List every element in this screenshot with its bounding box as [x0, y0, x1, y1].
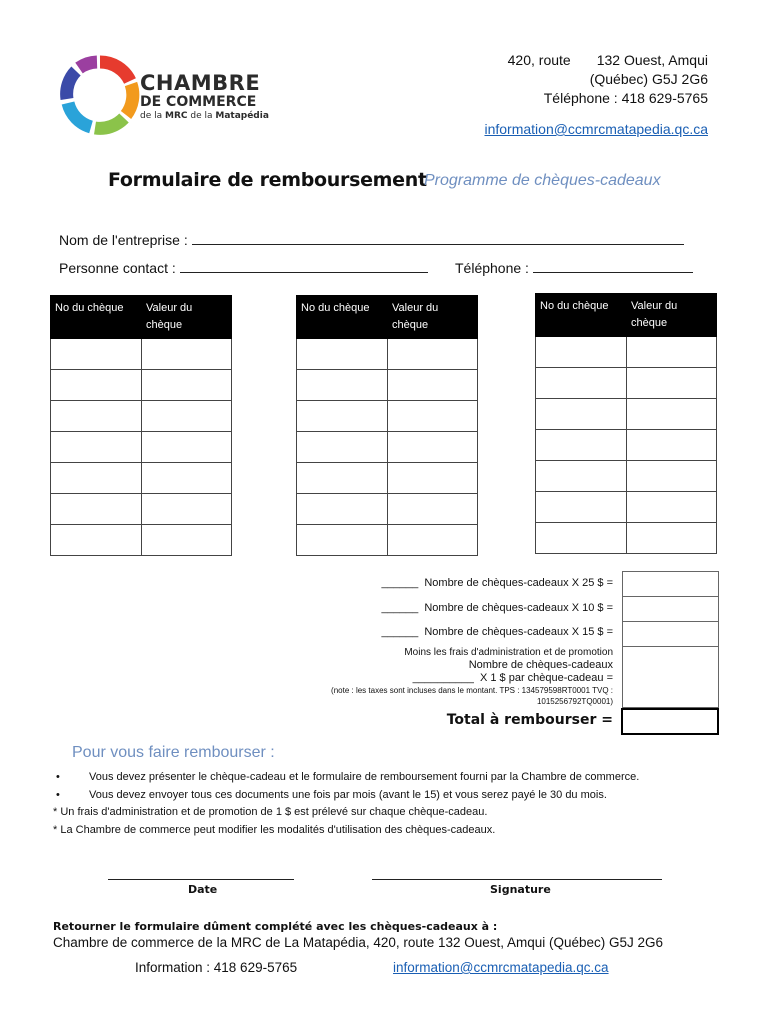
cheque-value-cell[interactable] [142, 339, 232, 370]
footer-email-link[interactable]: information@ccmrcmatapedia.qc.ca [393, 960, 609, 975]
instruction-text-2: Vous devez envoyer tous ces documents une fois par mois (avant le 15) et vous serez payé le 30 du mois. [89, 789, 607, 801]
date-line[interactable] [108, 879, 294, 880]
logo-line3b: MRC [165, 111, 188, 121]
address-line2: (Québec) G5J 2G6 [589, 71, 708, 87]
cheque-value-cell[interactable] [388, 401, 478, 432]
cheque-value-cell[interactable] [388, 525, 478, 556]
table-row [536, 337, 717, 368]
cheque-value-cell[interactable] [388, 370, 478, 401]
logo-line3a: de la [140, 111, 165, 121]
cheque-value-cell[interactable] [627, 523, 717, 554]
tax-note-line1: (note : les taxes sont incluses dans le montant. TPS : 134579598RT0001 TVQ : [331, 686, 613, 695]
cheque-value-cell[interactable] [388, 494, 478, 525]
cheque-value-cell[interactable] [142, 370, 232, 401]
phone-field[interactable] [455, 258, 693, 276]
cheque-value-cell[interactable] [627, 337, 717, 368]
cheque-table-3 [535, 293, 717, 554]
cheque-number-cell[interactable] [297, 432, 388, 463]
summary-box-25[interactable] [622, 571, 719, 597]
address-line1b: 132 Ouest, Amqui [596, 52, 708, 68]
cheque-number-cell[interactable] [536, 368, 627, 399]
cheque-number-cell[interactable] [297, 525, 388, 556]
cheque-number-cell[interactable] [536, 430, 627, 461]
cheque-number-cell[interactable] [297, 494, 388, 525]
table-header-value: Valeur du chèque [627, 294, 717, 337]
address-block [484, 51, 708, 139]
table-row [297, 463, 478, 494]
cheque-number-cell[interactable] [536, 492, 627, 523]
signature-label: Signature [490, 883, 551, 896]
address-email-link[interactable]: information@ccmrcmatapedia.qc.ca [484, 121, 708, 137]
table-row [51, 463, 232, 494]
cheque-value-cell[interactable] [627, 399, 717, 430]
signature-line[interactable] [372, 879, 662, 880]
table-row [297, 339, 478, 370]
instructions-heading: Pour vous faire rembourser : [72, 744, 275, 761]
instruction-bullet-2 [56, 789, 60, 801]
cheque-value-cell[interactable] [142, 525, 232, 556]
company-field[interactable] [59, 230, 684, 248]
cheque-value-cell[interactable] [627, 461, 717, 492]
table-row [536, 461, 717, 492]
logo-ring-icon [60, 55, 140, 135]
summary-blank-25[interactable]: ______ [381, 577, 419, 589]
table-row [536, 430, 717, 461]
cheque-value-cell[interactable] [142, 463, 232, 494]
return-instruction: Retourner le formulaire dûment complété avec les chèques-cadeaux à : [53, 920, 498, 933]
table-row [51, 525, 232, 556]
fees-blank[interactable]: __________ [412, 672, 474, 684]
summary-blank-10[interactable]: ______ [381, 602, 419, 614]
cheque-number-cell[interactable] [51, 370, 142, 401]
summary-label-25: Nombre de chèques-cadeaux X 25 $ = [424, 577, 613, 589]
table-row [51, 432, 232, 463]
logo-line3c: de la [187, 111, 216, 121]
cheque-value-cell[interactable] [388, 339, 478, 370]
total-label: Total à rembourser = [446, 712, 613, 728]
table-header-value: Valeur du chèque [388, 296, 478, 339]
logo-line3d: Matapédia [215, 111, 269, 121]
cheque-table-1 [50, 295, 232, 556]
total-box[interactable] [621, 708, 719, 735]
cheque-value-cell[interactable] [388, 432, 478, 463]
form-subtitle: Programme de chèques-cadeaux [424, 172, 661, 189]
cheque-table-2 [296, 295, 478, 556]
contact-field[interactable] [59, 258, 428, 276]
company-input-line[interactable] [192, 230, 684, 245]
cheque-number-cell[interactable] [51, 463, 142, 494]
cheque-value-cell[interactable] [142, 494, 232, 525]
cheque-number-cell[interactable] [297, 370, 388, 401]
table-row [536, 399, 717, 430]
summary-label-10: Nombre de chèques-cadeaux X 10 $ = [424, 602, 613, 614]
tax-note-line2: 1015256792TQ0001) [536, 697, 613, 706]
fees-box[interactable] [622, 646, 719, 708]
table-row [51, 370, 232, 401]
cheque-number-cell[interactable] [536, 523, 627, 554]
fees-line2: Nombre de chèques-cadeaux [468, 659, 613, 671]
table-row [51, 401, 232, 432]
fees-line1: Moins les frais d'administration et de promotion [404, 647, 613, 658]
table-row [297, 525, 478, 556]
logo-line1: CHAMBRE [140, 71, 261, 95]
footer-address: Chambre de commerce de la MRC de La Matapédia, 420, route 132 Ouest, Amqui (Québec) G5J 2G6 [53, 935, 664, 950]
summary-row-10 [382, 602, 614, 614]
table-row [297, 370, 478, 401]
summary-box-10[interactable] [622, 596, 719, 622]
instruction-note-2: * La Chambre de commerce peut modifier les modalités d'utilisation des chèques-cadeaux. [53, 824, 496, 836]
cheque-number-cell[interactable] [51, 494, 142, 525]
cheque-value-cell[interactable] [388, 463, 478, 494]
table-header-value: Valeur du chèque [142, 296, 232, 339]
cheque-number-cell[interactable] [51, 339, 142, 370]
logo [60, 55, 270, 135]
cheque-number-cell[interactable] [536, 337, 627, 368]
cheque-number-cell[interactable] [51, 432, 142, 463]
instruction-text-1: Vous devez présenter le chèque-cadeau et le formulaire de remboursement fourni par la Chambre de commerce. [89, 771, 640, 783]
footer-info: Information : 418 629-5765 [135, 960, 298, 975]
cheque-value-cell[interactable] [142, 432, 232, 463]
cheque-number-cell[interactable] [51, 401, 142, 432]
table-row [536, 368, 717, 399]
table-row [297, 432, 478, 463]
phone-input-line[interactable] [533, 258, 693, 273]
summary-row-15 [382, 626, 614, 638]
cheque-value-cell[interactable] [627, 492, 717, 523]
table-row [297, 401, 478, 432]
cheque-value-cell[interactable] [627, 430, 717, 461]
cheque-number-cell[interactable] [297, 339, 388, 370]
bullet-dot-icon: • [56, 789, 60, 801]
table-row [297, 494, 478, 525]
summary-blank-15[interactable]: ______ [381, 626, 419, 638]
cheque-value-cell[interactable] [142, 401, 232, 432]
cheque-number-cell[interactable] [51, 525, 142, 556]
instruction-bullet-1 [56, 771, 60, 783]
date-label: Date [188, 883, 218, 896]
table-row [536, 492, 717, 523]
cheque-value-cell[interactable] [627, 368, 717, 399]
table-header-number: No du chèque [297, 296, 388, 339]
table-row [51, 339, 232, 370]
table-row [51, 494, 232, 525]
contact-input-line[interactable] [180, 258, 428, 273]
fees-line3: X 1 $ par chèque-cadeau = [479, 672, 613, 684]
cheque-number-cell[interactable] [297, 463, 388, 494]
table-header-number: No du chèque [536, 294, 627, 337]
fees-block [331, 646, 613, 707]
address-phone: Téléphone : 418 629-5765 [543, 90, 708, 106]
table-row [536, 523, 717, 554]
instruction-note-1: * Un frais d'administration et de promotion de 1 $ est prélevé sur chaque chèque-cadeau. [53, 806, 488, 818]
bullet-dot-icon: • [56, 771, 60, 783]
summary-row-25 [382, 577, 614, 589]
address-line1a: 420, route [507, 52, 571, 68]
summary-label-15: Nombre de chèques-cadeaux X 15 $ = [424, 626, 613, 638]
form-title: Formulaire de remboursement [108, 169, 427, 191]
company-label: Nom de l'entreprise : [59, 232, 188, 248]
table-header-number: No du chèque [51, 296, 142, 339]
cheque-number-cell[interactable] [536, 461, 627, 492]
cheque-number-cell[interactable] [536, 399, 627, 430]
cheque-number-cell[interactable] [297, 401, 388, 432]
logo-line2: DE COMMERCE [140, 94, 257, 110]
phone-label: Téléphone : [455, 260, 529, 276]
contact-label: Personne contact : [59, 260, 176, 276]
summary-box-15[interactable] [622, 621, 719, 647]
